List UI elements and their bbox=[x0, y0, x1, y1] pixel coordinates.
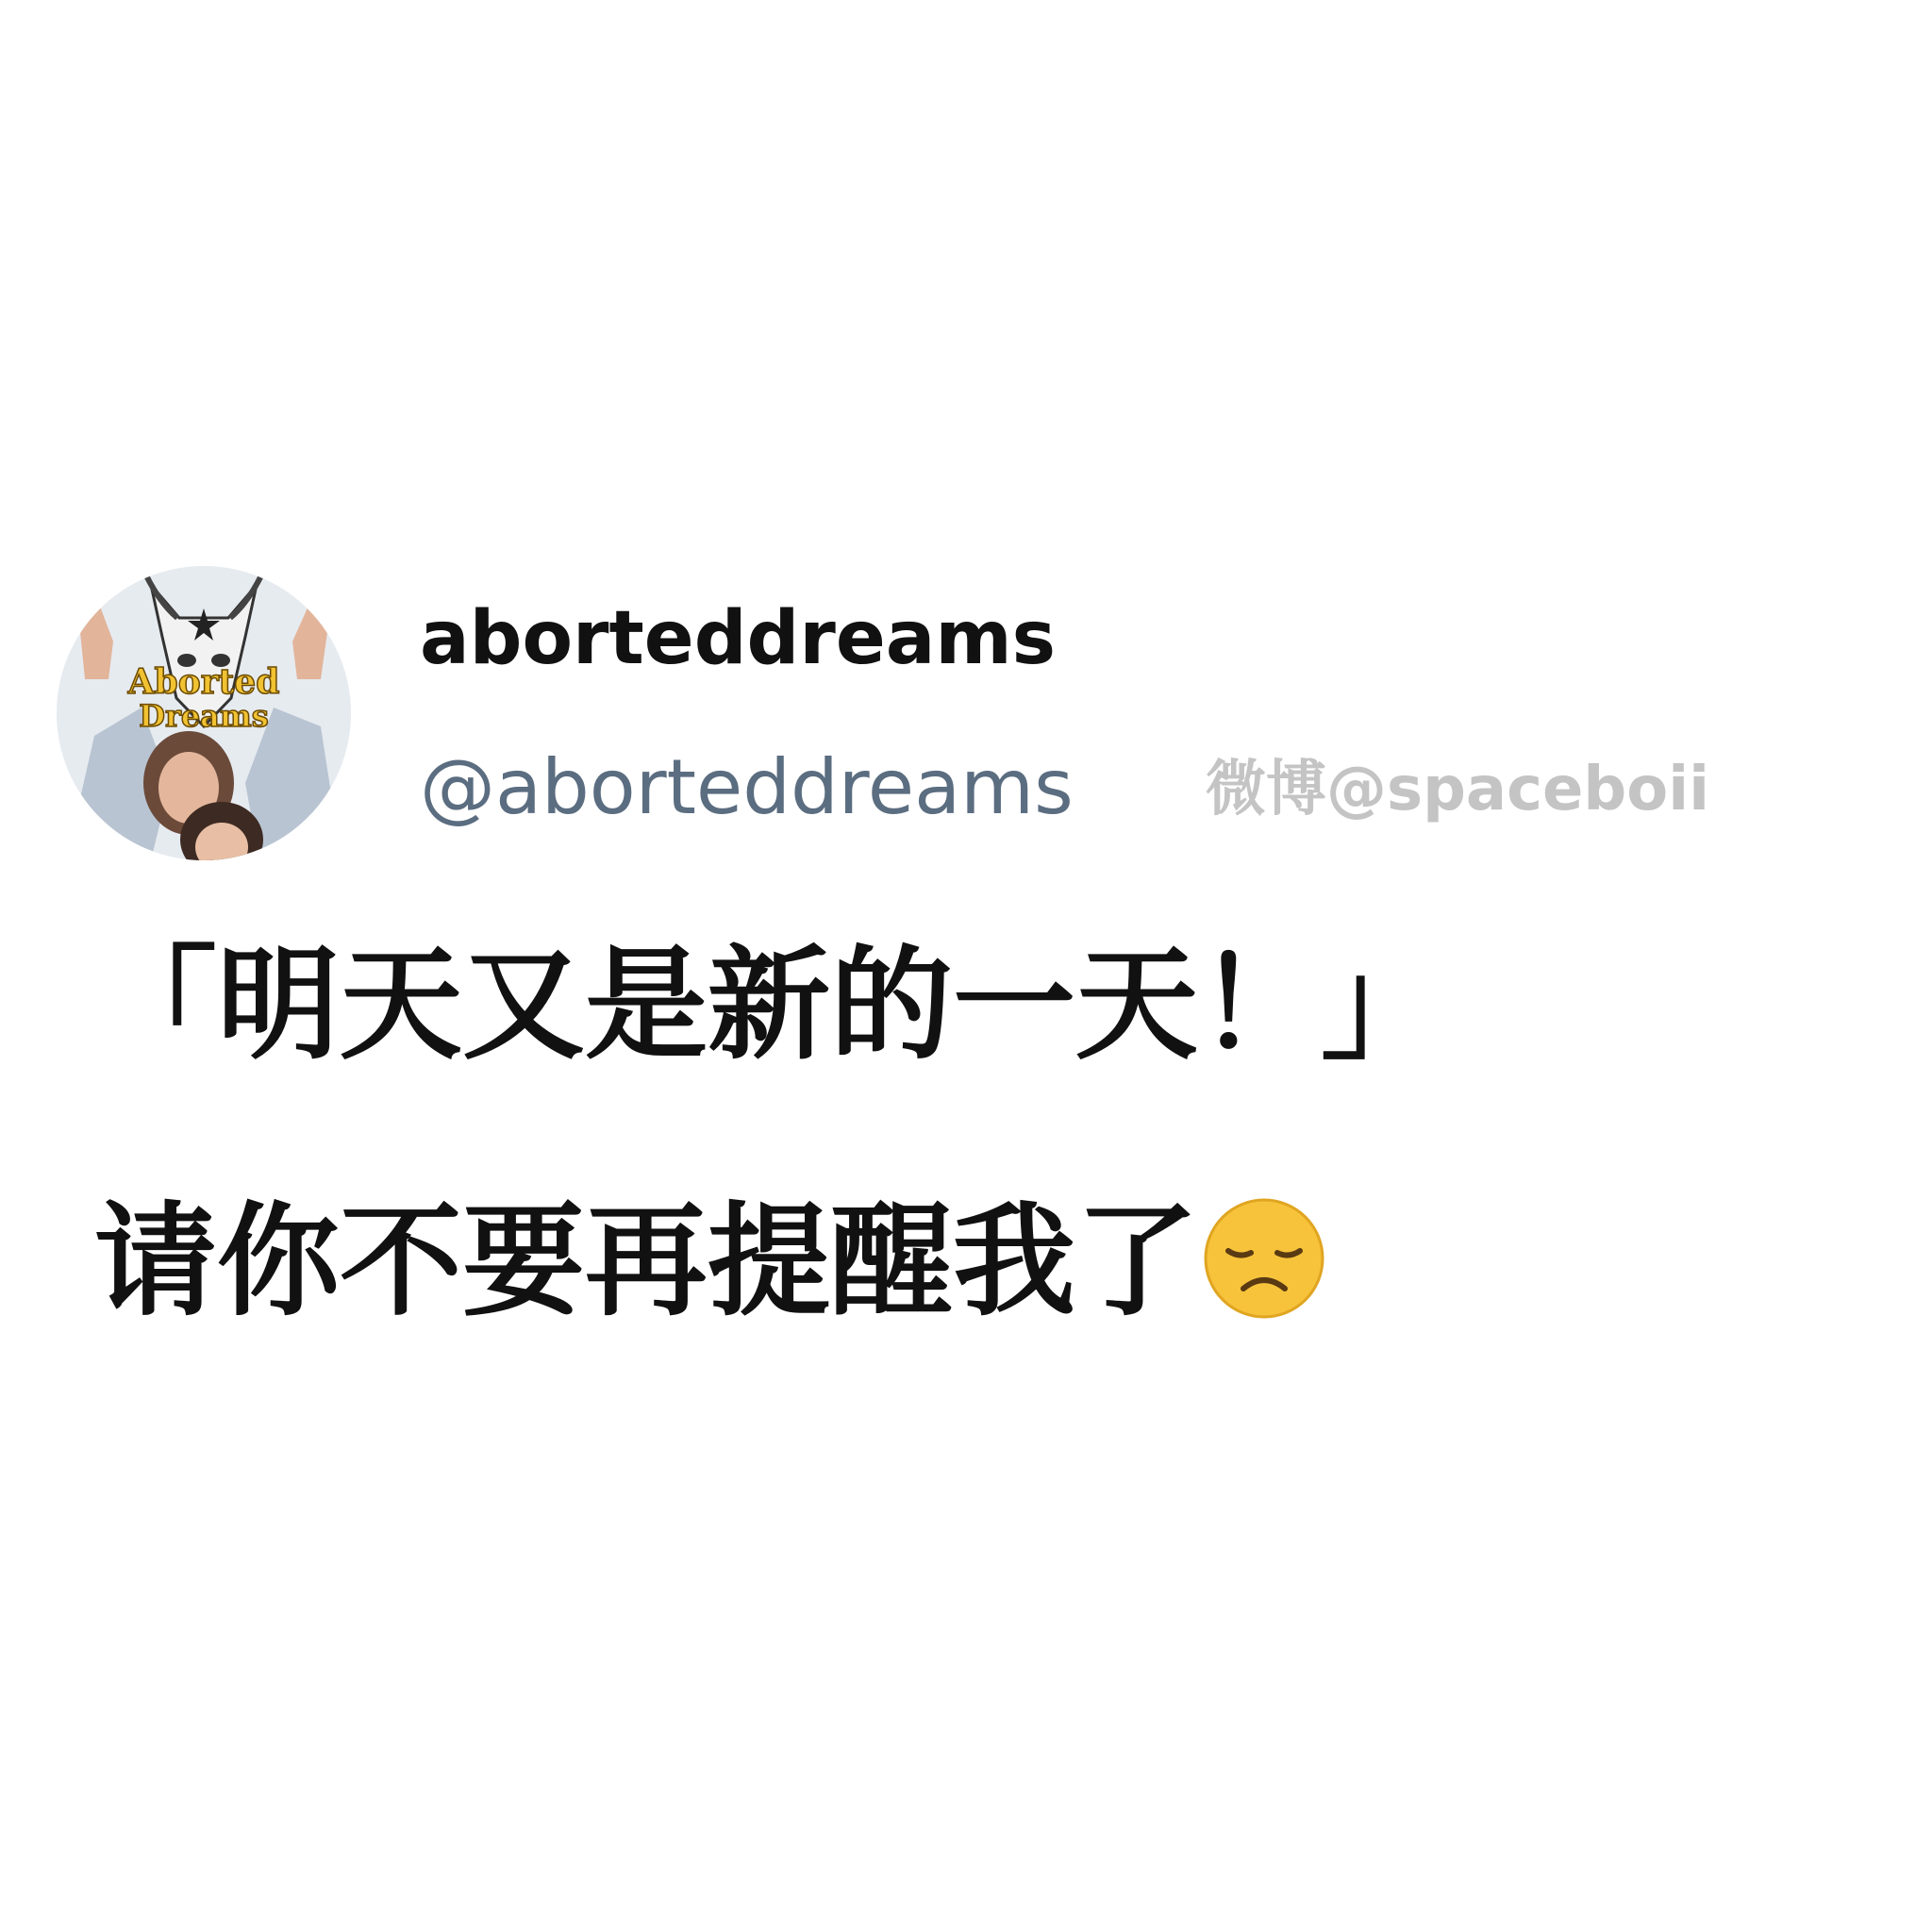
avatar-logo-text-2: Dreams bbox=[139, 698, 269, 734]
post-text-line-2-container bbox=[94, 1190, 1326, 1333]
avatar[interactable] bbox=[57, 566, 351, 860]
disappointed-face-icon bbox=[1202, 1196, 1326, 1321]
author-display-name[interactable]: aborteddreams bbox=[420, 596, 1057, 681]
avatar-image bbox=[57, 566, 351, 860]
author-handle[interactable]: @aborteddreams bbox=[420, 743, 1074, 831]
watermark: 微博@spaceboii bbox=[1206, 755, 1710, 824]
avatar-logo-text-1: Aborted bbox=[127, 662, 280, 702]
post-text-line-1: 「明天又是新的一天！」 bbox=[94, 933, 1444, 1076]
post-text-line-2: 请你不要再提醒我了 bbox=[94, 1190, 1199, 1333]
